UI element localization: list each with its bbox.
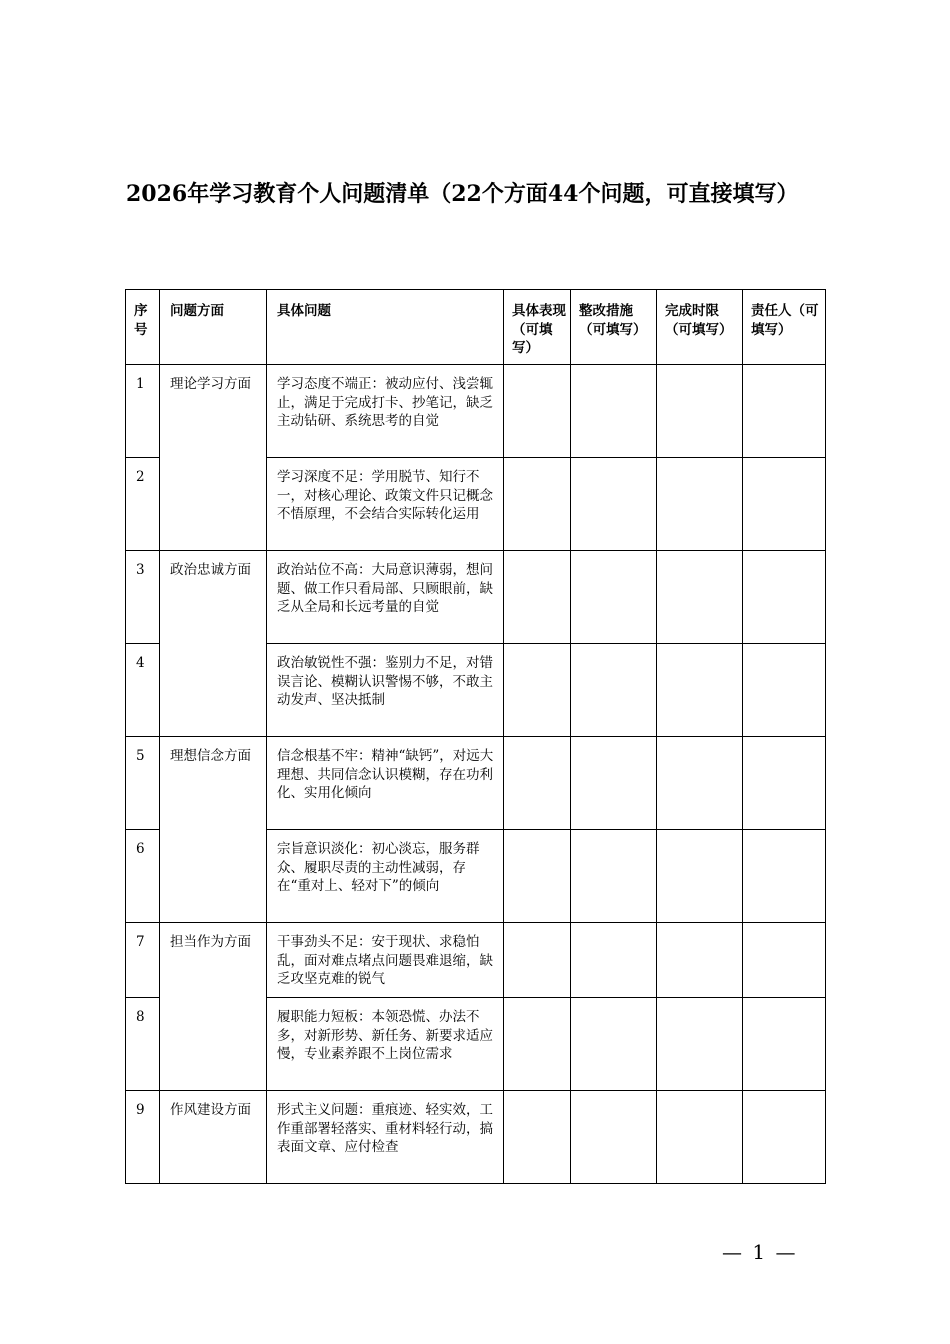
row-aspect: 作风建设方面	[160, 1091, 267, 1184]
header-deadline: 完成时限（可填写）	[657, 290, 743, 365]
row-deadline-cell[interactable]	[657, 551, 743, 644]
row-owner-cell[interactable]	[743, 923, 826, 998]
row-index: 4	[126, 644, 160, 737]
header-index: 序号	[126, 290, 160, 365]
table-row	[126, 551, 826, 644]
issue-table	[125, 289, 826, 1184]
row-aspect: 担当作为方面	[160, 923, 267, 1091]
table-row	[126, 1091, 826, 1184]
row-manifestation-cell[interactable]	[504, 737, 571, 830]
row-measures-cell[interactable]	[571, 1091, 657, 1184]
row-deadline-cell[interactable]	[657, 1091, 743, 1184]
row-aspect: 理论学习方面	[160, 365, 267, 551]
row-owner-cell[interactable]	[743, 458, 826, 551]
row-measures-cell[interactable]	[571, 737, 657, 830]
row-owner-cell[interactable]	[743, 551, 826, 644]
row-deadline-cell[interactable]	[657, 923, 743, 998]
table-row	[126, 365, 826, 458]
row-index: 3	[126, 551, 160, 644]
header-aspect: 问题方面	[160, 290, 267, 365]
row-measures-cell[interactable]	[571, 551, 657, 644]
row-issue: 学习深度不足：学用脱节、知行不一，对核心理论、政策文件只记概念不悟原理，不会结合实际转化运用	[267, 458, 504, 551]
header-manifestation: 具体表现（可填写）	[504, 290, 571, 365]
header-owner: 责任人（可填写）	[743, 290, 826, 365]
row-index: 2	[126, 458, 160, 551]
row-measures-cell[interactable]	[571, 998, 657, 1091]
row-manifestation-cell[interactable]	[504, 830, 571, 923]
row-issue: 学习态度不端正：被动应付、浅尝辄止，满足于完成打卡、抄笔记，缺乏主动钻研、系统思考的自觉	[267, 365, 504, 458]
row-owner-cell[interactable]	[743, 998, 826, 1091]
row-index: 8	[126, 998, 160, 1091]
row-owner-cell[interactable]	[743, 365, 826, 458]
row-deadline-cell[interactable]	[657, 365, 743, 458]
row-manifestation-cell[interactable]	[504, 998, 571, 1091]
row-index: 5	[126, 737, 160, 830]
row-index: 6	[126, 830, 160, 923]
row-manifestation-cell[interactable]	[504, 365, 571, 458]
table-row	[126, 923, 826, 998]
row-owner-cell[interactable]	[743, 644, 826, 737]
row-owner-cell[interactable]	[743, 830, 826, 923]
row-index: 9	[126, 1091, 160, 1184]
row-issue: 信念根基不牢：精神“缺钙”，对远大理想、共同信念认识模糊，存在功利化、实用化倾向	[267, 737, 504, 830]
row-measures-cell[interactable]	[571, 644, 657, 737]
row-manifestation-cell[interactable]	[504, 458, 571, 551]
row-aspect: 理想信念方面	[160, 737, 267, 923]
row-deadline-cell[interactable]	[657, 644, 743, 737]
row-owner-cell[interactable]	[743, 1091, 826, 1184]
row-measures-cell[interactable]	[571, 458, 657, 551]
row-measures-cell[interactable]	[571, 923, 657, 998]
row-measures-cell[interactable]	[571, 365, 657, 458]
row-owner-cell[interactable]	[743, 737, 826, 830]
row-measures-cell[interactable]	[571, 830, 657, 923]
row-issue: 履职能力短板：本领恐慌、办法不多，对新形势、新任务、新要求适应慢，专业素养跟不上岗位需求	[267, 998, 504, 1091]
row-manifestation-cell[interactable]	[504, 923, 571, 998]
row-issue: 形式主义问题：重痕迹、轻实效，工作重部署轻落实、重材料轻行动，搞表面文章、应付检查	[267, 1091, 504, 1184]
row-deadline-cell[interactable]	[657, 830, 743, 923]
row-index: 1	[126, 365, 160, 458]
table-header-row	[126, 290, 826, 365]
header-issue: 具体问题	[267, 290, 504, 365]
row-manifestation-cell[interactable]	[504, 1091, 571, 1184]
row-aspect: 政治忠诚方面	[160, 551, 267, 737]
document-title: 2026年学习教育个人问题清单（22个方面44个问题，可直接填写）	[126, 181, 799, 207]
page-number: — 1 —	[722, 1240, 798, 1264]
row-issue: 干事劲头不足：安于现状、求稳怕乱，面对难点堵点问题畏难退缩，缺乏攻坚克难的锐气	[267, 923, 504, 998]
row-issue: 宗旨意识淡化：初心淡忘，服务群众、履职尽责的主动性减弱，存在“重对上、轻对下”的倾向	[267, 830, 504, 923]
row-deadline-cell[interactable]	[657, 458, 743, 551]
row-issue: 政治敏锐性不强：鉴别力不足，对错误言论、模糊认识警惕不够，不敢主动发声、坚决抵制	[267, 644, 504, 737]
row-manifestation-cell[interactable]	[504, 644, 571, 737]
row-index: 7	[126, 923, 160, 998]
row-manifestation-cell[interactable]	[504, 551, 571, 644]
table-row	[126, 737, 826, 830]
row-deadline-cell[interactable]	[657, 998, 743, 1091]
row-deadline-cell[interactable]	[657, 737, 743, 830]
row-issue: 政治站位不高：大局意识薄弱，想问题、做工作只看局部、只顾眼前，缺乏从全局和长远考量的自觉	[267, 551, 504, 644]
header-measures: 整改措施（可填写）	[571, 290, 657, 365]
